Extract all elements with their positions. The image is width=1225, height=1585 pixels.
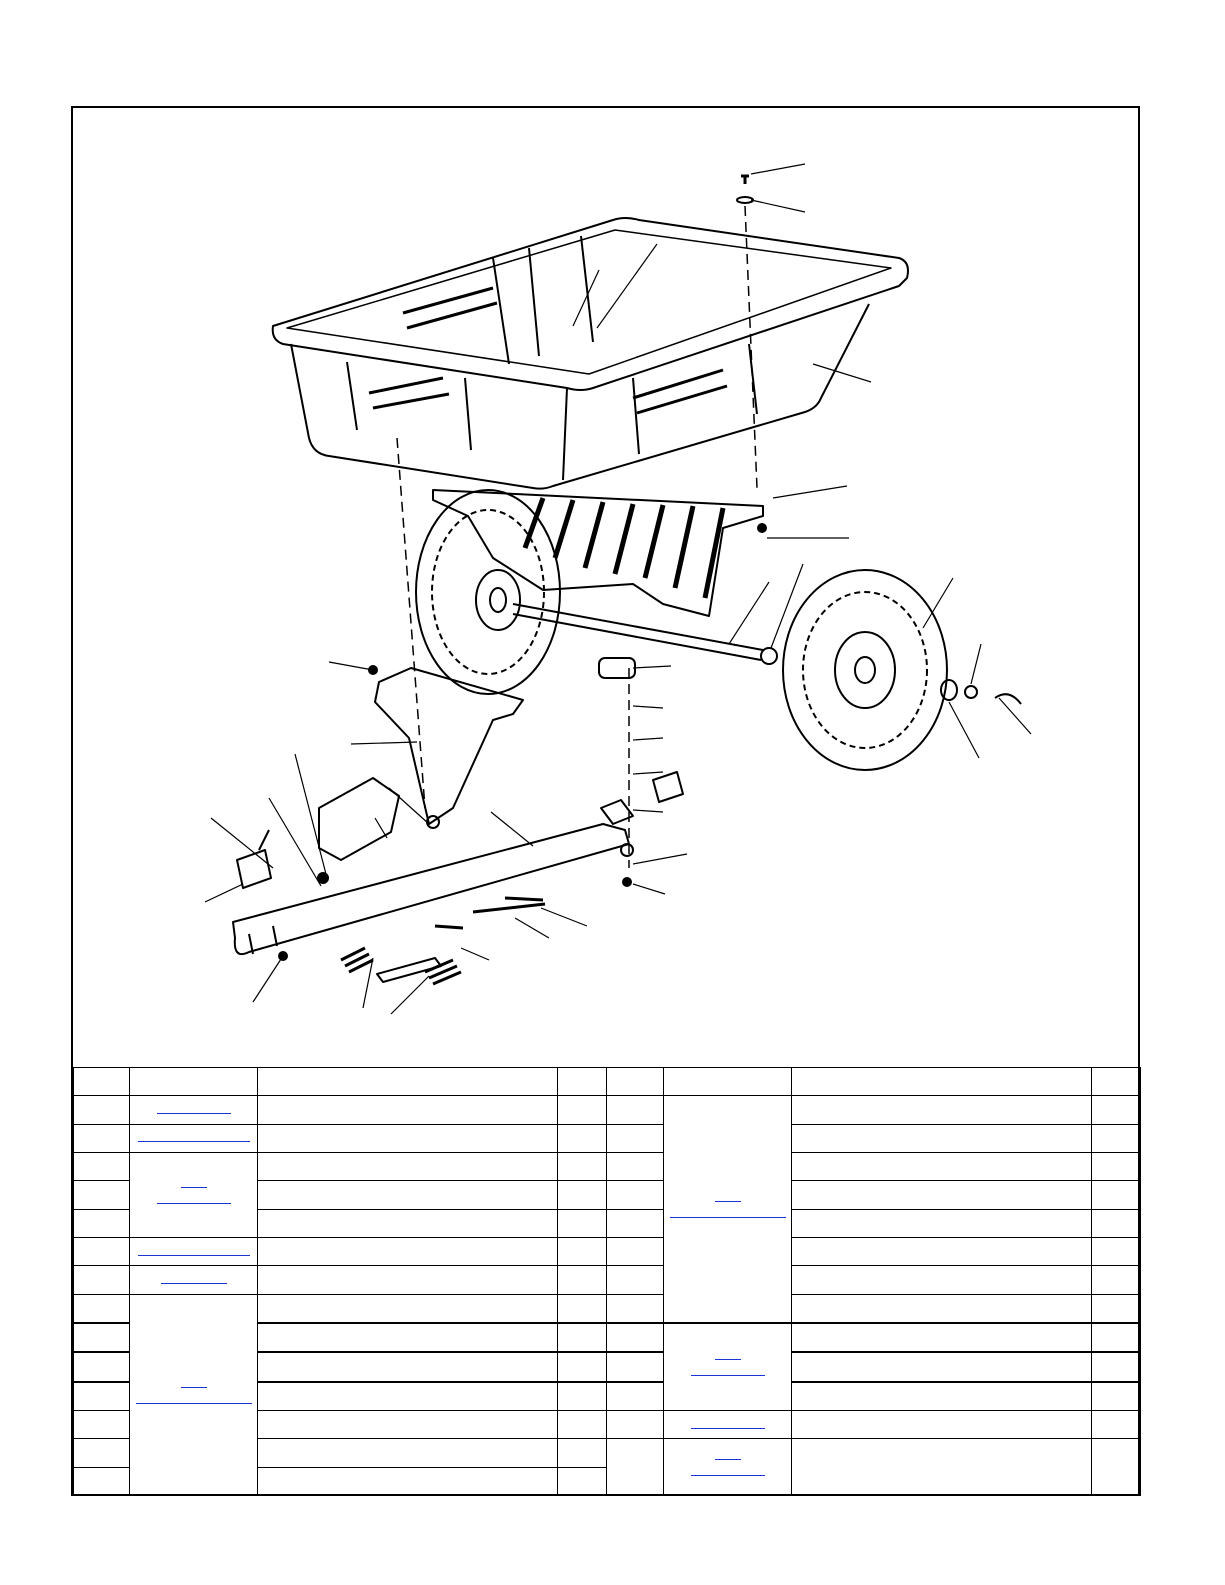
- spring-left: [341, 948, 373, 972]
- parts-table: [73, 1067, 1141, 1496]
- tray-frame: [433, 490, 763, 616]
- table-row: [74, 1294, 1141, 1323]
- table-row: [74, 1266, 1141, 1294]
- table-header-row: [74, 1068, 1141, 1096]
- table-row: [74, 1237, 1141, 1265]
- part-link-cell: [664, 1439, 792, 1496]
- hitch-bracket: [319, 778, 399, 860]
- spring-right: [425, 960, 461, 984]
- table-row: [74, 1152, 1141, 1180]
- hitch-latch: [237, 830, 271, 888]
- part-link-cell: [664, 1323, 792, 1410]
- right-wheel: [783, 570, 947, 770]
- part-link-cell: [664, 1096, 792, 1323]
- tongue: [233, 824, 629, 954]
- part-link-cell: [130, 1294, 258, 1495]
- exploded-cart-diagram: [73, 108, 1138, 1068]
- left-wheel: [416, 490, 560, 694]
- table-row: [74, 1096, 1141, 1124]
- table-row: [74, 1124, 1141, 1152]
- part-link-cell: [130, 1152, 258, 1237]
- dump-bed: [273, 218, 908, 489]
- axle: [513, 604, 763, 660]
- page-frame: [71, 106, 1140, 1496]
